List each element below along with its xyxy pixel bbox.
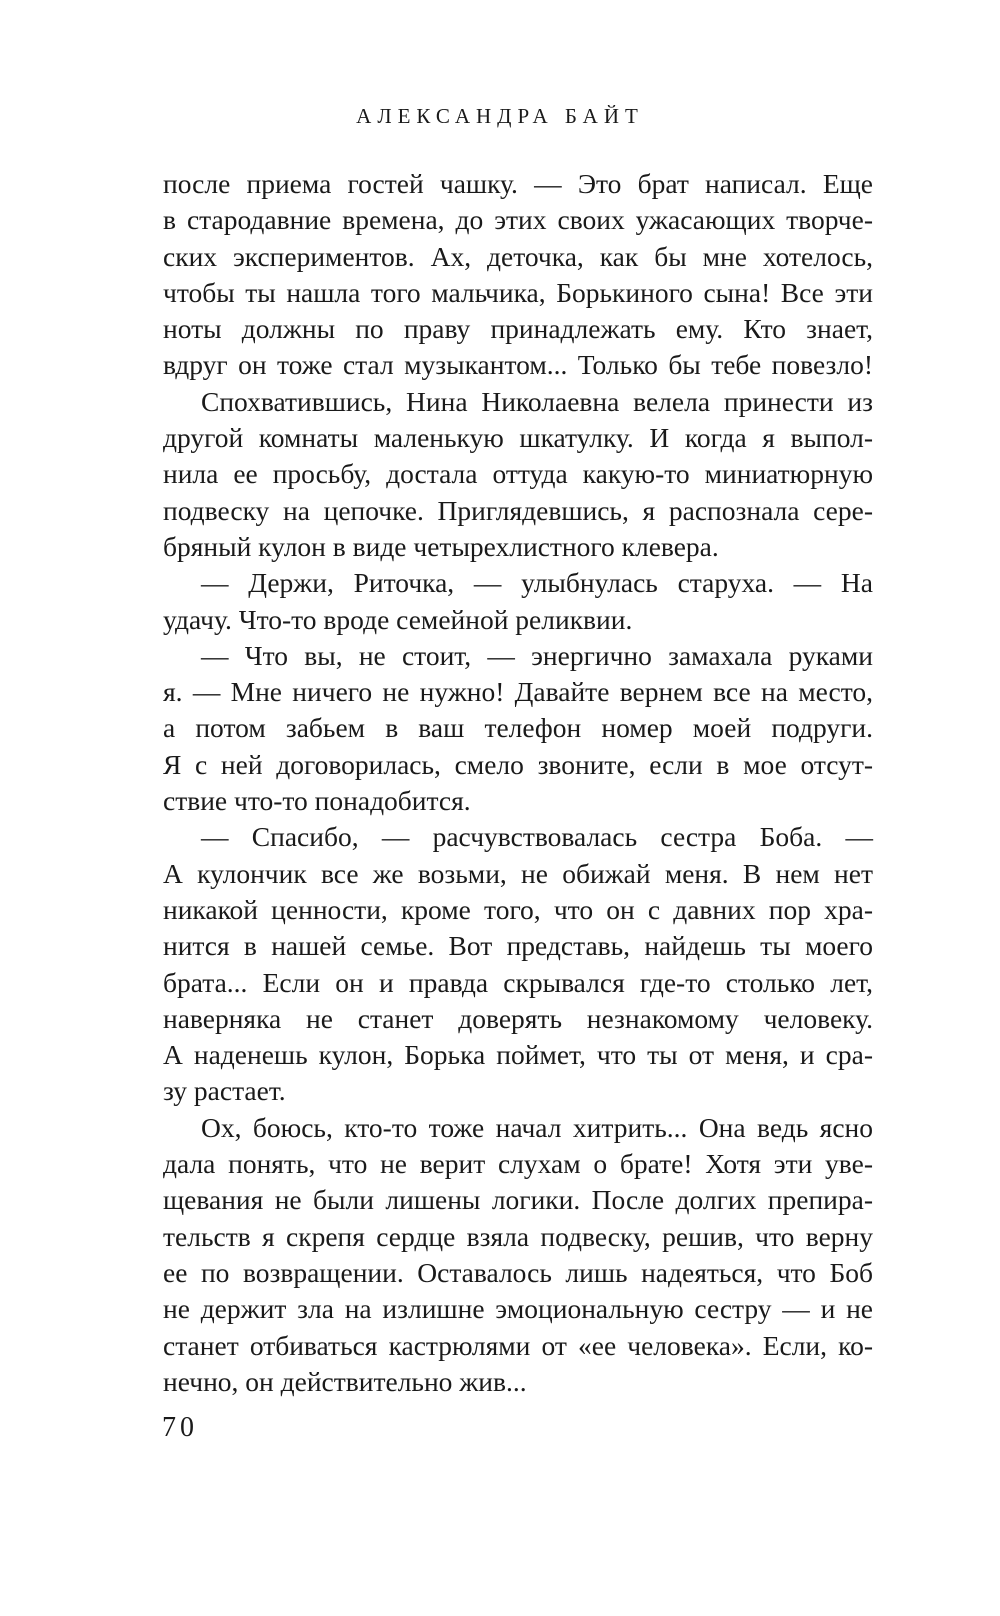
text-line: никакой ценности, кроме того, что он с давних пор хра- bbox=[163, 893, 873, 925]
text-line: брата... Если он и правда скрывался где-то столько лет, bbox=[163, 966, 873, 998]
running-head: АЛЕКСАНДРА БАЙТ bbox=[356, 104, 644, 128]
text-line: — Держи, Риточка, — улыбнулась старуха. — На bbox=[201, 567, 873, 599]
text-line: станет отбиваться кастрюлями от «ее человека». Если, ко- bbox=[163, 1329, 873, 1361]
paragraph-6 bbox=[163, 1110, 873, 1400]
text-line: а потом забьем в ваш телефон номер моей подруги. bbox=[163, 712, 873, 744]
body-text bbox=[163, 166, 873, 1400]
paragraph-5 bbox=[163, 819, 873, 1109]
text-line: Ох, боюсь, кто-то тоже начал хитрить... Она ведь ясно bbox=[201, 1111, 873, 1143]
text-line: нится в нашей семье. Вот представь, найдешь ты моего bbox=[163, 930, 873, 962]
text-line: наверняка не станет доверять незнакомому человеку. bbox=[163, 1002, 873, 1034]
text-line: я. — Мне ничего не нужно! Давайте вернем все на место, bbox=[163, 676, 873, 708]
text-line: ее по возвращении. Оставалось лишь надеяться, что Боб bbox=[163, 1256, 873, 1288]
text-line: — Спасибо, — расчувствовалась сестра Боба. — bbox=[201, 821, 873, 853]
text-line: ноты должны по праву принадлежать ему. Кто знает, bbox=[163, 313, 873, 345]
paragraph-2 bbox=[163, 384, 873, 565]
text-line: не держит зла на излишне эмоциональную сестру — и не bbox=[163, 1293, 873, 1325]
text-line: тельств я скрепя сердце взяла подвеску, решив, что верну bbox=[163, 1220, 873, 1252]
text-line: после приема гостей чашку. — Это брат написал. Еще bbox=[163, 168, 873, 199]
text-line: Спохватившись, Нина Николаевна велела принести из bbox=[201, 385, 873, 417]
paragraph-4 bbox=[163, 638, 873, 819]
text-line: — Что вы, не стоит, — энергично замахала руками bbox=[201, 639, 873, 671]
text-line: ских экспериментов. Ах, деточка, как бы мне хотелось, bbox=[163, 240, 873, 272]
text-line: бряный кулон в виде четырехлистного клевера. bbox=[163, 530, 719, 562]
text-line: в стародавние времена, до этих своих ужасающих творче- bbox=[163, 204, 873, 236]
page-number: 70 bbox=[162, 1412, 198, 1443]
text-line: щевания не были лишены логики. После долгих препира- bbox=[163, 1184, 873, 1216]
text-line: нила ее просьбу, достала оттуда какую-то миниатюрную bbox=[163, 458, 873, 490]
text-line: чтобы ты нашла того мальчика, Борькиного сына! Все эти bbox=[163, 276, 873, 308]
paragraph-3 bbox=[163, 565, 873, 638]
text-line: зу растает. bbox=[163, 1075, 286, 1107]
text-line: Я с ней договорилась, смело звоните, если в мое отсут- bbox=[163, 748, 873, 780]
text-line: вдруг он тоже стал музыкантом... Только бы тебе повезло! bbox=[163, 349, 873, 381]
text-line: А наденешь кулон, Борька поймет, что ты от меня, и сра- bbox=[163, 1039, 873, 1071]
text-line: нечно, он действительно жив... bbox=[163, 1365, 527, 1397]
text-line: другой комнаты маленькую шкатулку. И когда я выпол- bbox=[163, 422, 873, 454]
paragraph-1 bbox=[163, 166, 873, 384]
text-line: удачу. Что-то вроде семейной реликвии. bbox=[163, 603, 633, 635]
text-line: подвеску на цепочке. Приглядевшись, я распознала сере- bbox=[163, 494, 873, 526]
text-line: дала понять, что не верит слухам о брате! Хотя эти уве- bbox=[163, 1148, 873, 1180]
text-line: ствие что-то понадобится. bbox=[163, 785, 471, 817]
text-line: А кулончик все же возьми, не обижай меня. В нем нет bbox=[163, 857, 873, 889]
